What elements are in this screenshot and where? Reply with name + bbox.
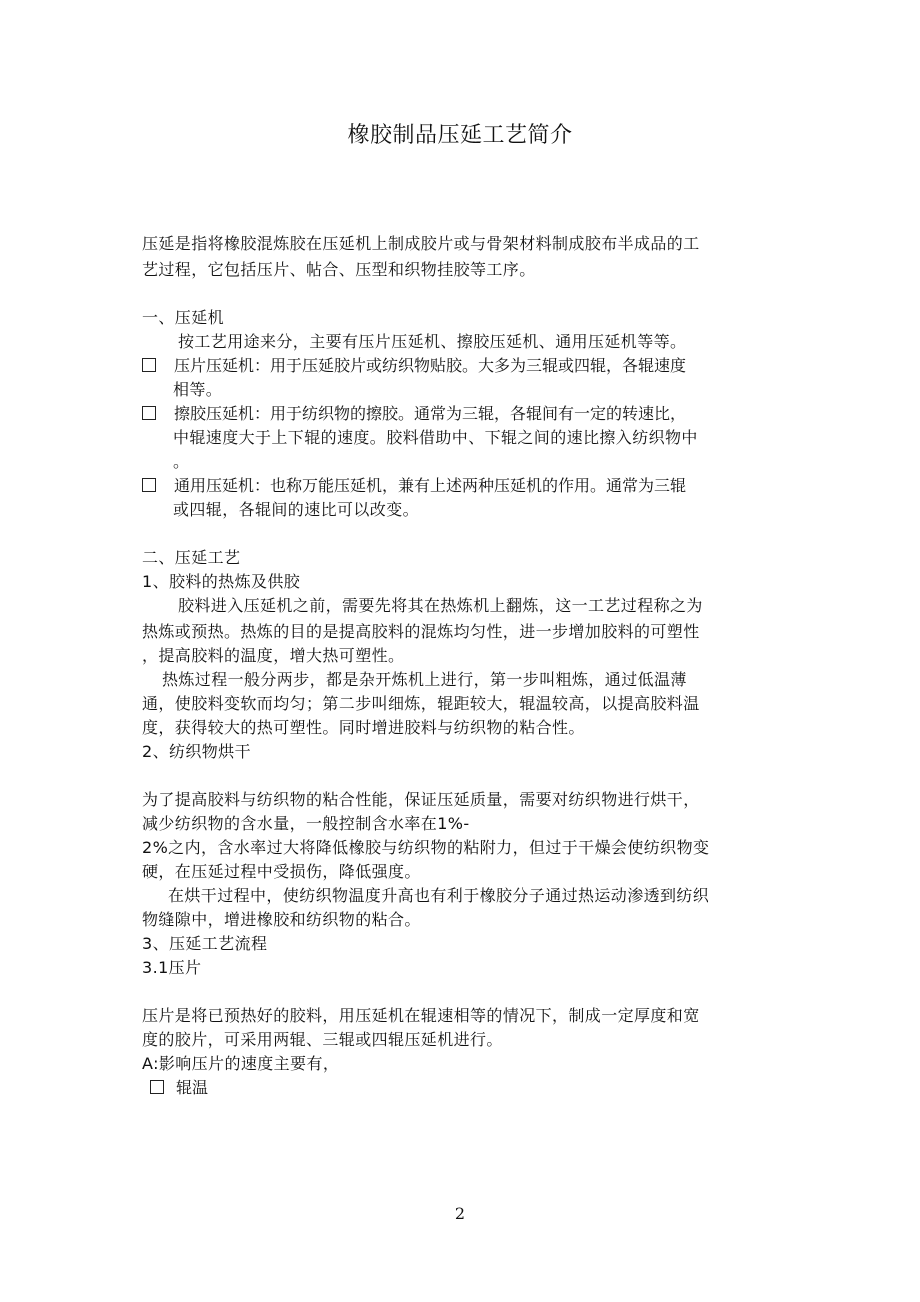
paragraph-line: ，提高胶料的温度，增大热可塑性。	[142, 646, 405, 665]
checkbox-icon	[142, 406, 156, 420]
list-item-cont: 相等。	[173, 380, 223, 399]
subheading-3-1: 3.1压片	[142, 958, 202, 977]
intro-line-1: 压延是指将橡胶混炼胶在压延机上制成胶片或与骨架材料制成胶布半成品的工	[142, 234, 700, 253]
section2-heading: 二、压延工艺	[142, 548, 241, 567]
paragraph-line: 度，获得较大的热可塑性。同时增进胶料与纺织物的粘合性。	[142, 718, 585, 737]
checkbox-icon	[142, 478, 156, 492]
paragraph-line: 在烘干过程中，使纺织物温度升高也有利于橡胶分子通过热运动渗透到纺织	[168, 886, 710, 905]
subheading-1: 1、胶料的热炼及供胶	[142, 572, 301, 591]
paragraph-line: 通，使胶料变软而均匀；第二步叫细炼，辊距较大，辊温较高，以提高胶料温	[142, 694, 700, 713]
paragraph-line: 胶料进入压延机之前，需要先将其在热炼机上翻炼，这一工艺过程称之为	[178, 596, 703, 615]
subheading-3: 3、压延工艺流程	[142, 934, 268, 953]
paragraph-line: 物缝隙中，增进橡胶和纺织物的粘合。	[142, 910, 421, 929]
paragraph-line: 度的胶片，可采用两辊、三辊或四辊压延机进行。	[142, 1030, 503, 1049]
paragraph-line: A:影响压片的速度主要有，	[142, 1054, 340, 1073]
page-number: 2	[454, 1204, 466, 1223]
section1-heading: 一、压延机	[142, 308, 225, 327]
list-item-cont: 或四辊，各辊间的速比可以改变。	[173, 500, 420, 519]
checkbox-icon	[150, 1080, 164, 1094]
paragraph-line: 压片是将已预热好的胶料，用压延机在辊速相等的情况下，制成一定厚度和宽	[142, 1006, 700, 1025]
paragraph-line: 热炼或预热。热炼的目的是提高胶料的混炼均匀性，进一步增加胶料的可塑性	[142, 622, 700, 641]
document-title: 橡胶制品压延工艺简介	[347, 123, 573, 148]
paragraph-line: 2%之内，含水率过大将降低橡胶与纺织物的粘附力，但过于干燥会使纺织物变	[142, 838, 710, 857]
checkbox-icon	[142, 358, 156, 372]
paragraph-line: 热炼过程一般分两步，都是杂开炼机上进行，第一步叫粗炼，通过低温薄	[162, 670, 687, 689]
subheading-2: 2、纺织物烘干	[142, 742, 251, 761]
list-item-cont: 中辊速度大于上下辊的速度。胶料借助中、下辊之间的速比擦入纺织物中	[173, 428, 698, 447]
list-item-cont: 。	[173, 452, 190, 471]
list-item: 压片压延机：用于压延胶片或纺织物贴胶。大多为三辊或四辊，各辊速度	[142, 354, 686, 378]
intro-line-2: 艺过程，它包括压片、帖合、压型和织物挂胶等工序。	[142, 260, 536, 279]
list-item: 擦胶压延机：用于纺织物的擦胶。通常为三辊，各辊间有一定的转速比，	[142, 402, 686, 426]
list-item: 辊温	[150, 1076, 208, 1100]
paragraph-line: 硬，在压延过程中受损伤，降低强度。	[142, 862, 421, 881]
paragraph-line: 为了提高胶料与纺织物的粘合性能，保证压延质量，需要对纺织物进行烘干，	[142, 790, 700, 809]
paragraph-line: 减少纺织物的含水量，一般控制含水率在1%-	[142, 814, 470, 833]
list-item: 通用压延机：也称万能压延机，兼有上述两种压延机的作用。通常为三辊	[142, 474, 686, 498]
section1-lead: 按工艺用途来分，主要有压片压延机、擦胶压延机、通用压延机等等。	[178, 332, 687, 351]
